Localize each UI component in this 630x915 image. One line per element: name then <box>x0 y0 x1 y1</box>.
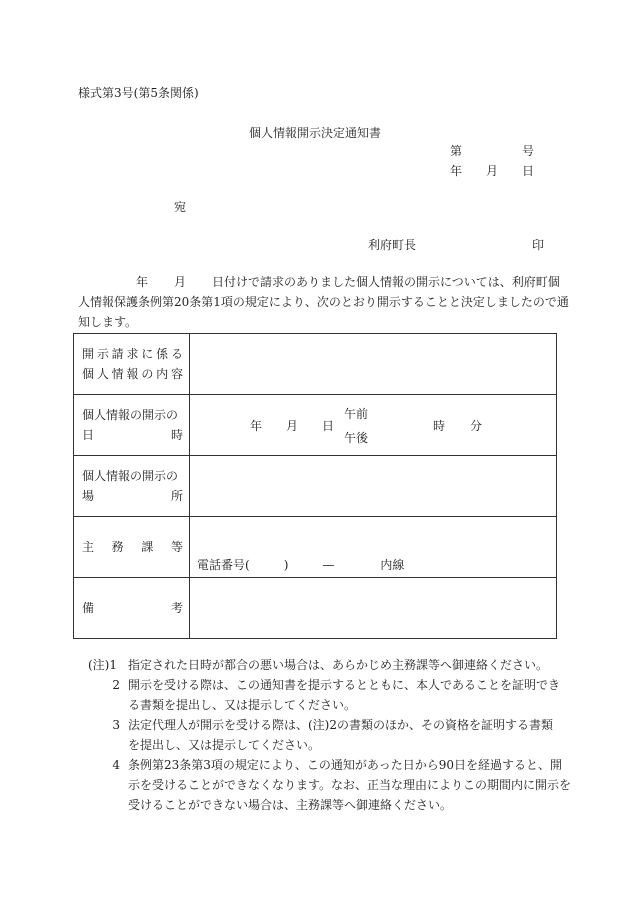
phone-close: ) <box>283 558 289 572</box>
label-place-line-1: 個人情報の開示の <box>82 469 179 483</box>
date-year: 年 <box>450 164 463 178</box>
value-remarks <box>190 578 557 639</box>
document-title: 個人情報開示決定通知書 <box>248 126 381 140</box>
label-datetime-line-1: 個人情報の開示の <box>82 408 179 422</box>
note-4-number: 4 <box>112 758 120 772</box>
label-department-text: 主 務 課 等 <box>82 540 183 554</box>
note-1-number: (注)1 <box>88 658 117 672</box>
body-month: 月 <box>174 275 187 289</box>
note-3-text: 法定代理人が開示を受ける際は、(注)2の書類のほか、その資格を証明する書類 を提出し、又は提示してください。 <box>128 718 554 752</box>
notice-body <box>78 272 569 332</box>
datetime-month: 月 <box>286 419 299 433</box>
note-3 <box>88 715 558 755</box>
value-info-content <box>190 334 557 395</box>
phone-extension: 内線 <box>380 558 405 572</box>
note-2 <box>88 675 561 715</box>
label-datetime <box>74 395 190 456</box>
body-line-3: 知します。 <box>78 315 138 329</box>
note-3-number: 3 <box>112 718 120 732</box>
row-datetime <box>74 395 557 456</box>
label-info-content-line-1: 開示請求に係る <box>82 347 183 361</box>
value-place <box>190 456 557 517</box>
label-remarks-text: 備 考 <box>82 601 183 615</box>
label-datetime-line-2: 日 時 <box>82 428 183 442</box>
note-1-text: 指定された日時が都合の悪い場合は、あらかじめ主務課等へ御連絡ください。 <box>128 658 549 672</box>
notes-section <box>88 655 572 815</box>
date-day: 日 <box>522 164 535 178</box>
label-info-content-line-2: 個人情報の内容 <box>82 367 183 381</box>
value-department <box>190 517 557 578</box>
row-info-content <box>74 334 557 395</box>
note-4-text: 条例第23条第3項の規定により、この通知があった日から90日を経過すると、開 示を受けることができなくなります。なお、正当な理由によりこの期間内に開示を 受けることができない場合は、主務課等へ御連絡ください。 <box>128 758 572 812</box>
body-line-1 <box>78 272 560 292</box>
doc-number-prefix: 第 <box>450 144 463 158</box>
body-line-2: 人情報保護条例第20条第1項の規定により、次のとおり開示することと決定しましたので通 <box>78 295 569 309</box>
row-department <box>74 517 557 578</box>
datetime-pm: 午後 <box>344 431 369 445</box>
body-line-1-text: 日付けで請求のありました個人情報の開示については、利府町個 <box>212 275 560 289</box>
label-info-content <box>74 334 190 395</box>
datetime-hour: 時 <box>433 419 446 433</box>
date-month: 月 <box>486 164 499 178</box>
note-4 <box>88 755 572 815</box>
body-year: 年 <box>136 275 149 289</box>
label-place <box>74 456 190 517</box>
datetime-am: 午前 <box>344 407 369 421</box>
seal-mark: 印 <box>532 238 545 252</box>
note-1 <box>88 655 558 675</box>
phone-dash: — <box>322 558 335 572</box>
row-place <box>74 456 557 517</box>
phone-label: 電話番号( <box>197 558 250 572</box>
label-remarks <box>74 578 190 639</box>
datetime-minute: 分 <box>470 419 483 433</box>
doc-number-suffix: 号 <box>522 144 535 158</box>
addressee-suffix: 宛 <box>174 200 187 214</box>
label-place-line-2: 場 所 <box>82 489 183 503</box>
disclosure-table <box>73 333 557 639</box>
value-datetime <box>190 395 557 456</box>
note-2-number: 2 <box>112 678 120 692</box>
note-2-text: 開示を受ける際は、この通知書を提示するとともに、本人であることを証明でき る書類を提出し、又は提示してください。 <box>128 678 561 712</box>
form-number: 様式第3号(第5条関係) <box>78 86 199 100</box>
datetime-year: 年 <box>250 419 263 433</box>
sender-name: 利府町長 <box>368 238 417 252</box>
row-remarks <box>74 578 557 639</box>
label-department <box>74 517 190 578</box>
datetime-day: 日 <box>322 419 335 433</box>
phone-line <box>197 556 404 573</box>
